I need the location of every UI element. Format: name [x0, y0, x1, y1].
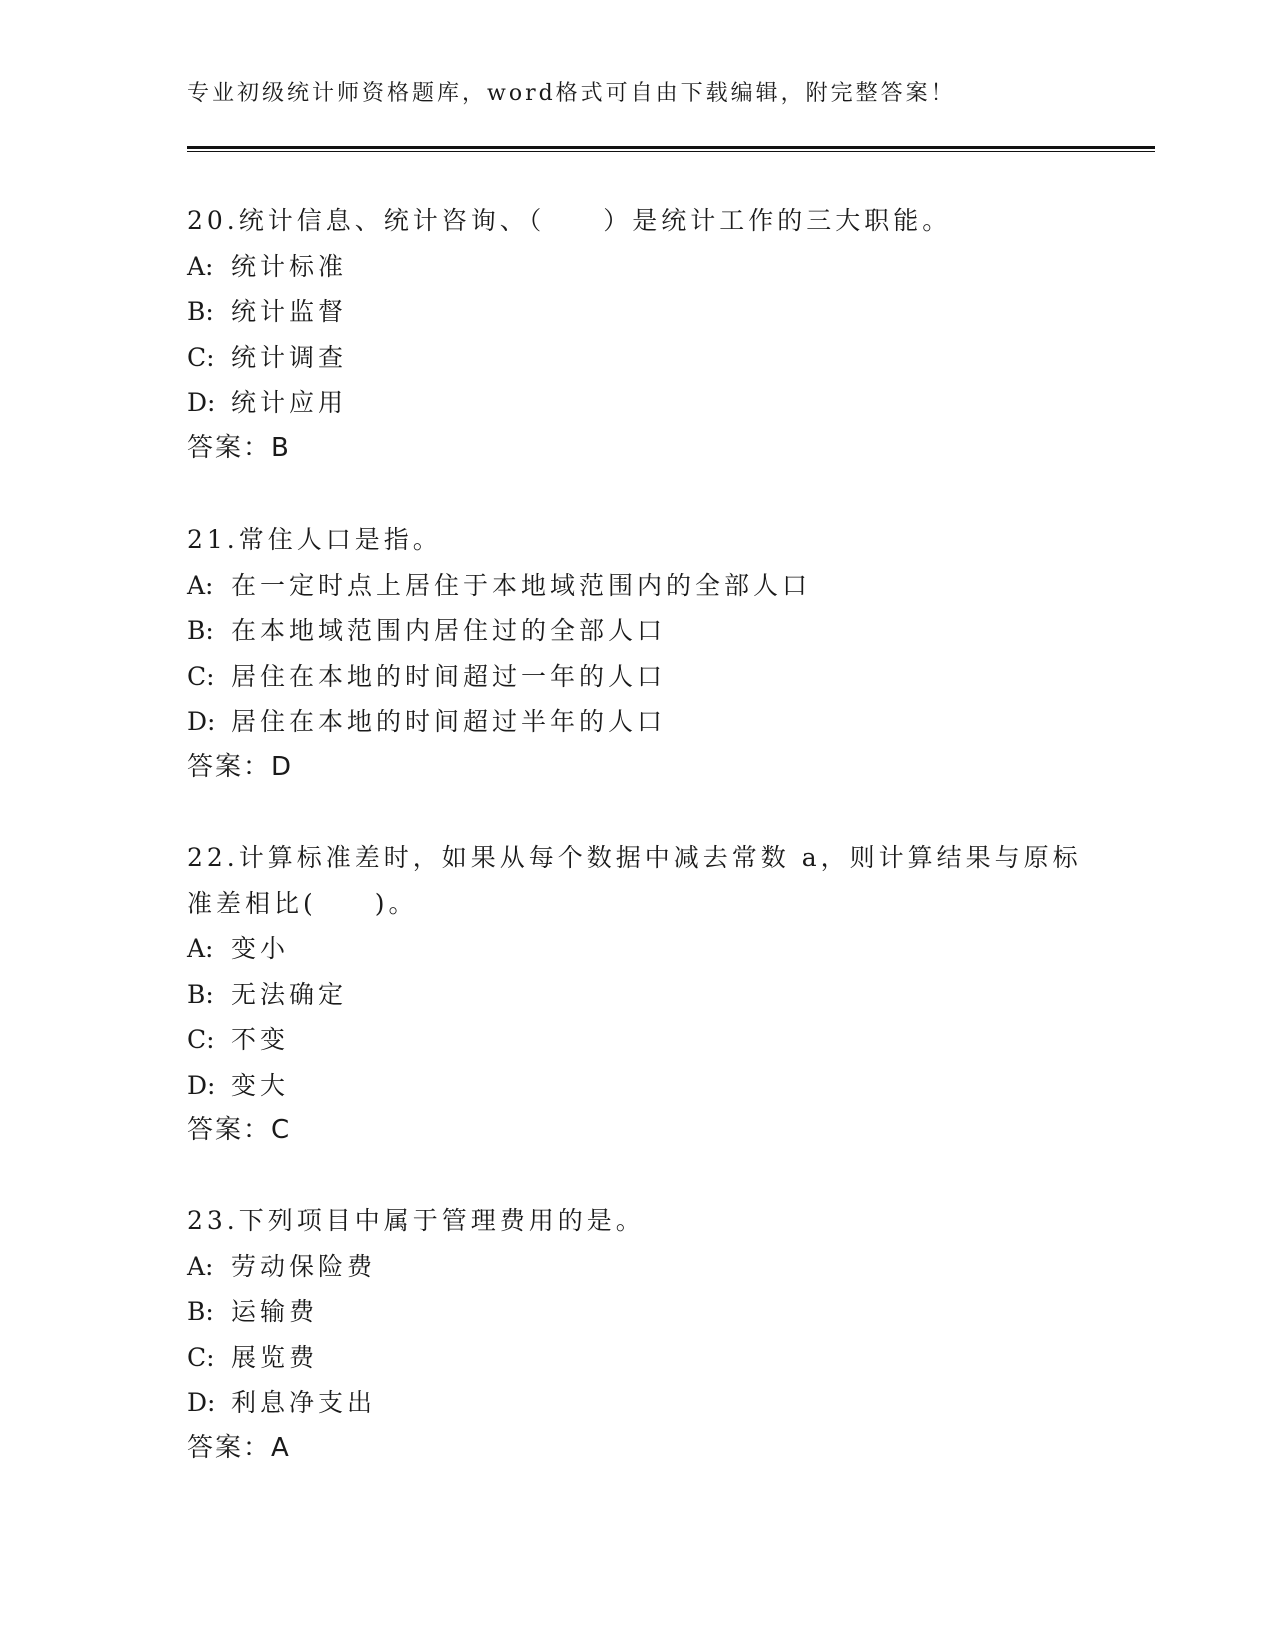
answer-line: 答案：C	[187, 1115, 292, 1145]
option-letter: B:	[187, 1297, 214, 1326]
option-b	[187, 1289, 1087, 1335]
answer-line: 答案：D	[187, 751, 294, 782]
option-letter: D:	[187, 707, 216, 736]
option-letter: C:	[187, 342, 215, 372]
option-letter: A:	[187, 570, 214, 600]
question-stem: 23.下列项目中属于管理费用的是。	[187, 1206, 645, 1235]
option-letter: B:	[187, 297, 214, 326]
option-text: 运输费	[231, 1297, 319, 1326]
option-c	[187, 335, 1087, 381]
option-text: 展览费	[231, 1342, 319, 1372]
option-letter: D:	[187, 388, 216, 417]
option-text: 利息净支出	[231, 1388, 377, 1417]
option-text: 统计标准	[231, 251, 348, 281]
option-letter: C:	[187, 1342, 215, 1372]
option-letter: A:	[187, 934, 214, 963]
header-divider-thick	[187, 146, 1155, 149]
question-stem: 21.常住人口是指。	[187, 525, 442, 554]
question-23	[187, 1198, 1087, 1471]
option-text: 无法确定	[231, 979, 348, 1009]
option-text: 在一定时点上居住于本地域范围内的全部人口	[231, 570, 812, 600]
option-text: 劳动保险费	[231, 1251, 377, 1281]
page-header: 专业初级统计师资格题库，word格式可自由下载编辑，附完整答案！	[187, 81, 956, 106]
answer-line: 答案：A	[187, 1432, 291, 1463]
question-22	[187, 835, 1087, 1154]
option-text: 不变	[231, 1025, 290, 1054]
option-c	[187, 1335, 1087, 1381]
option-b	[187, 289, 1087, 335]
option-letter: B:	[187, 616, 214, 645]
option-d	[187, 380, 1087, 426]
option-text: 统计应用	[231, 388, 348, 417]
option-d	[187, 699, 1087, 745]
option-text: 变大	[231, 1070, 290, 1100]
question-20	[187, 198, 1087, 471]
option-c	[187, 654, 1087, 700]
option-letter: D:	[187, 1070, 216, 1100]
option-letter: B:	[187, 979, 214, 1009]
option-d	[187, 1380, 1087, 1426]
question-stem: 20.统计信息、统计咨询、（ ）是统计工作的三大职能。	[187, 206, 952, 235]
option-letter: D:	[187, 1388, 216, 1417]
option-b	[187, 972, 1087, 1018]
option-letter: C:	[187, 1025, 215, 1054]
option-text: 变小	[231, 934, 290, 963]
question-stem-line-1: 22.计算标准差时，如果从每个数据中减去常数 a，则计算结果与原标	[187, 843, 1082, 872]
option-text: 在本地域范围内居住过的全部人口	[231, 616, 667, 645]
option-a	[187, 926, 1087, 972]
question-stem-line-2: 准差相比( )。	[187, 888, 418, 918]
header-divider-thin	[187, 151, 1155, 152]
question-21	[187, 517, 1087, 790]
option-text: 居住在本地的时间超过一年的人口	[231, 661, 667, 691]
option-letter: A:	[187, 1251, 214, 1281]
option-d	[187, 1063, 1087, 1109]
option-text: 居住在本地的时间超过半年的人口	[231, 707, 667, 736]
option-c	[187, 1017, 1087, 1063]
option-letter: A:	[187, 251, 214, 281]
option-a	[187, 1244, 1087, 1290]
option-b	[187, 608, 1087, 654]
answer-line: 答案：B	[187, 432, 291, 463]
option-letter: C:	[187, 661, 215, 691]
option-text: 统计监督	[231, 297, 348, 326]
option-a	[187, 563, 1087, 609]
option-a	[187, 244, 1087, 290]
option-text: 统计调查	[231, 342, 348, 372]
